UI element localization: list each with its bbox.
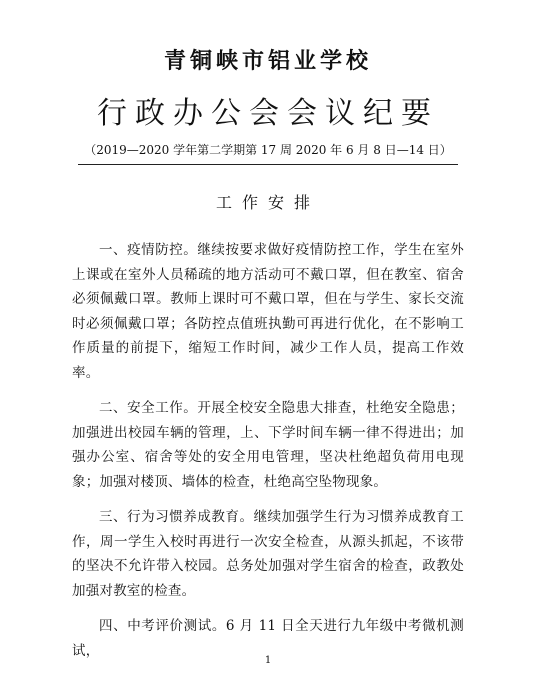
paragraph-exam-testing: 四、中考评价测试。6 月 11 日全天进行九年级中考微机测试， xyxy=(72,618,464,659)
meeting-period: （2019—2020 学年第二学期第 17 周 2020 年 6 月 8 日—14 日） xyxy=(84,143,452,157)
document-title: 行政办公会会议纪要 xyxy=(97,96,439,131)
section-title: 工作安排 xyxy=(215,193,320,212)
school-name: 青铜峡市铝业学校 xyxy=(163,49,372,74)
title-divider xyxy=(78,164,458,165)
paragraph-behavior-education: 三、行为习惯养成教育。继续加强学生行为习惯养成教育工作，周一学生入校时再进行一次安全检查，从源头抓起，不该带的坚决不允许带入校园。总务处加强对学生宿舍的检查，政教处加强对教室的检查。 xyxy=(72,509,464,599)
document-body xyxy=(72,238,464,674)
page-number: 1 xyxy=(264,655,272,666)
paragraph-safety-work: 二、安全工作。开展全校安全隐患大排查，杜绝安全隐患；加强进出校园车辆的管理，上、下学时间车辆一律不得进出；加强办公室、宿舍等处的安全用电管理，坚决杜绝超负荷用电现象；加强对楼顶、墙体的检查，杜绝高空坠物现象。 xyxy=(72,400,464,490)
paragraph-epidemic-prevention: 一、疫情防控。继续按要求做好疫情防控工作，学生在室外上课或在室外人员稀疏的地方活动可不戴口罩，但在教室、宿舍必须佩戴口罩。教师上课时可不戴口罩，但在与学生、家长交流时必须佩戴口罩；各防控点值班执勤可再进行优化，在不影响工作质量的前提下，缩短工作时间，减少工作人员，提高工作效率。 xyxy=(72,242,464,381)
